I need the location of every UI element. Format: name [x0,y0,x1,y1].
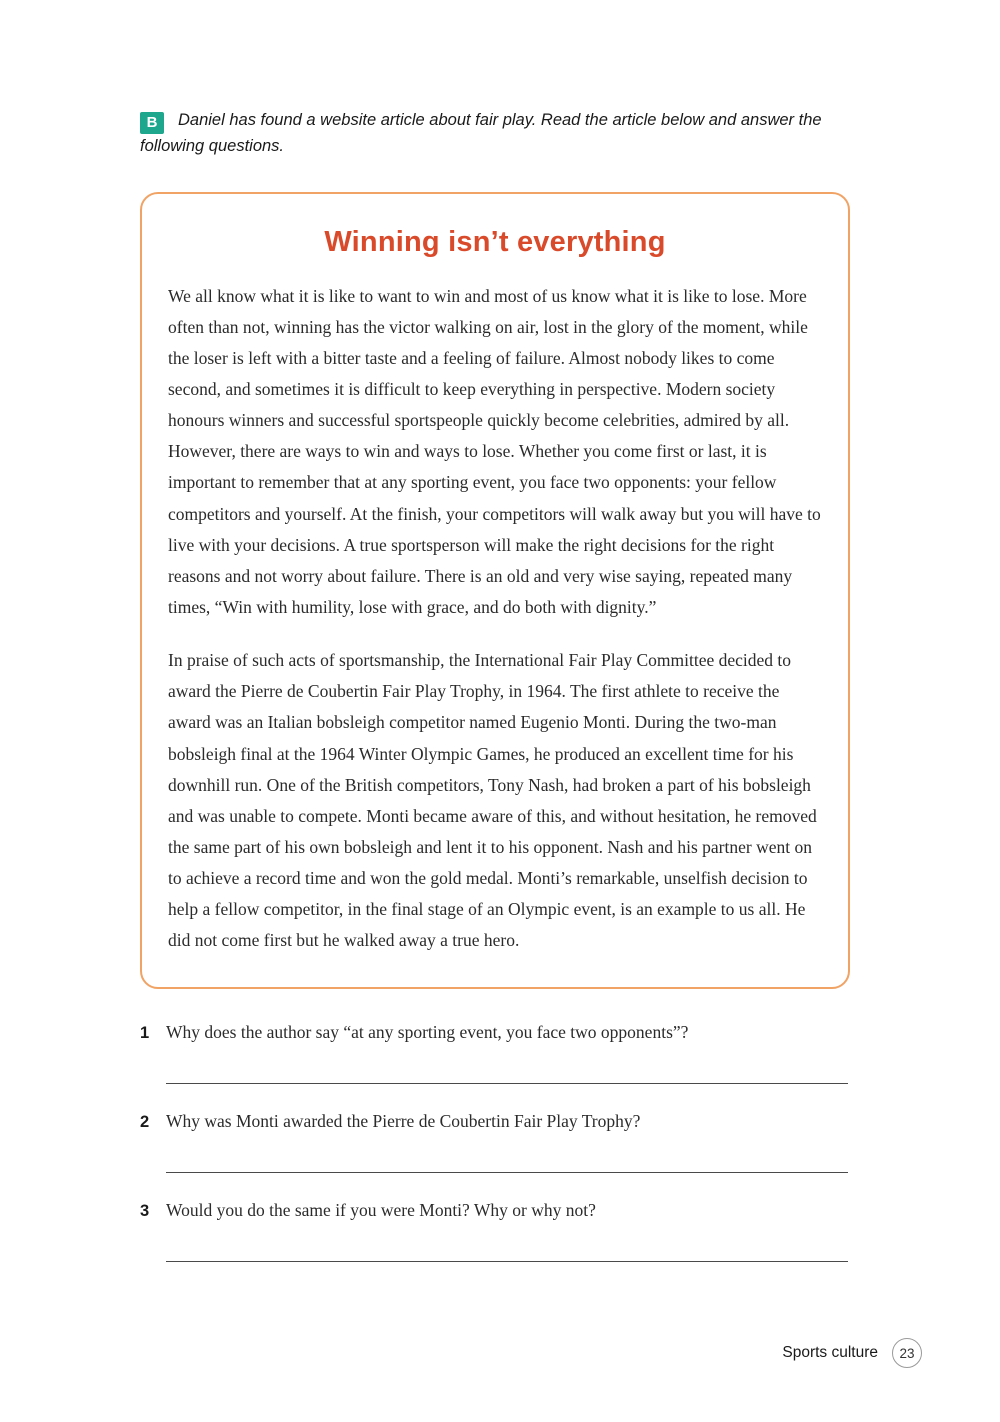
article-title: Winning isn’t everything [324,225,666,258]
questions-section [140,1019,850,1263]
question-number: 1 [140,1023,150,1042]
question-text: Why does the author say “at any sporting event, you face two opponents”? [166,1021,689,1042]
article-paragraph: In praise of such acts of sportsmanship, the International Fair Play Committee decided to award the Pierre de Coubertin Fair Play Trophy, in 1964. The first athlete to receive the award was an Italian bobsleigh competitor named Eugenio Monti. During the two-man bobsleigh final at the 1964 Winter Olympic Games, he produced an excellent time for his downhill run. One of the British competitors, Tony Nash, had broken a part of his bobsleigh and was unable to compete. Monti became aware of this, and without hesitation, he removed the same part of his own bobsleigh and lent it to his opponent. Nash and his partner went on to achieve a record time and won the gold medal. Monti’s remarkable, unselfish decision to help a fellow competitor, in the final stage of an Olympic event, is an example to us all. He did not come first but he walked away a true hero. [168,650,817,951]
question-number: 2 [140,1112,150,1131]
question-text: Why was Monti awarded the Pierre de Coubertin Fair Play Trophy? [166,1110,641,1131]
page-number-badge: 23 [892,1338,922,1368]
answer-line-3 [166,1261,848,1262]
answer-line-2 [166,1172,848,1173]
question-text: Would you do the same if you were Monti? Why or why not? [166,1200,596,1221]
answer-line-1 [166,1083,848,1084]
question-1 [140,1019,850,1045]
article-box [140,192,850,989]
question-number: 3 [140,1202,150,1221]
question-3 [140,1197,850,1223]
section-instruction [140,108,850,160]
question-2 [140,1108,850,1134]
footer-section-name: Sports culture [782,1344,878,1361]
article-paragraph: We all know what it is like to want to win and most of us know what it is like to lose. More often than not, winning has the victor walking on air, lost in the glory of the moment, while the loser is left with a bitter taste and a feeling of failure. Almost nobody likes to come second, and sometimes it is difficult to keep everything in perspective. Modern society honours winners and successful sportspeople quickly become celebrities, admired by all. However, there are ways to win and ways to lose. Whether you come first or last, it is important to remember that at any sporting event, you face two opponents: your fellow competitors and yourself. At the finish, your competitors will walk away but you will have to live with your decisions. A true sportsperson will make the right decisions for the right reasons and not worry about failure. There is an old and very wise saying, repeated many times, “Win with humility, lose with grace, and do both with dignity.” [168,285,821,617]
instruction-text: Daniel has found a website article about fair play. Read the article below and answer the following questions. [140,111,822,155]
page-footer [782,1338,922,1368]
section-badge: B [140,112,164,134]
article-body [168,281,822,957]
page-content [140,0,850,1262]
